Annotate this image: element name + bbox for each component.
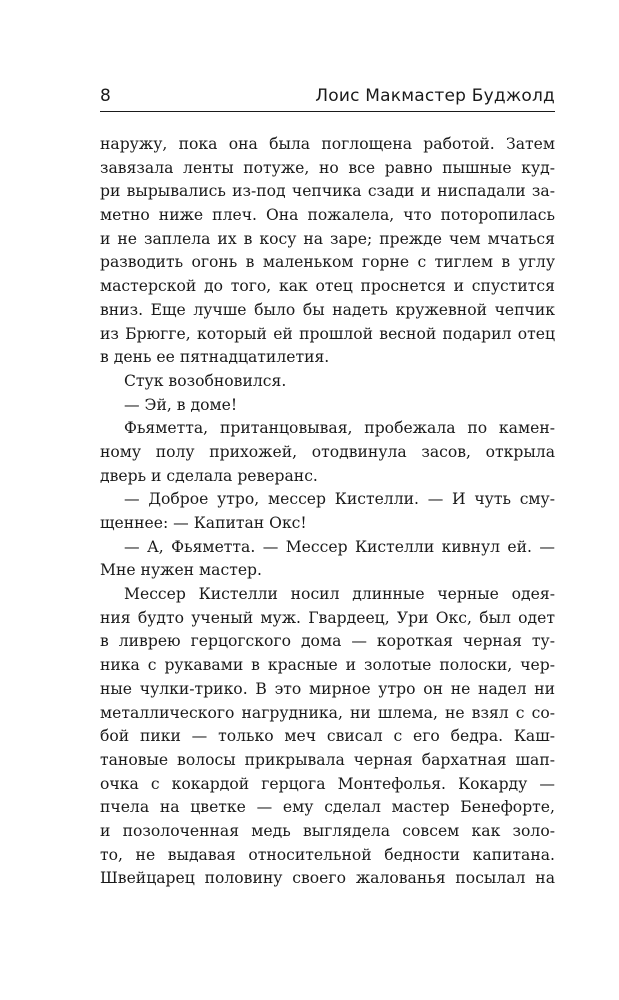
text-line: наружу, пока она была поглощена работой. Затем	[100, 135, 555, 153]
text-line: мастерской до того, как отец проснется и спустится	[100, 277, 555, 296]
text-line: разводить огонь в маленьком горне с тиглем в углу	[100, 253, 555, 272]
text-line: тановые волосы прикрывала черная бархатная шап-	[100, 750, 555, 769]
text-line: дверь и сделала реверанс.	[100, 466, 318, 485]
text-line: завязала ленты потуже, но все равно пышные куд-	[100, 158, 555, 177]
text-line: бой пики — только меч свисал с его бедра. Каш-	[100, 727, 555, 746]
text-line: — Эй, в доме!	[124, 395, 238, 414]
paragraph	[100, 583, 555, 891]
text-line: Мессер Кистелли носил длинные черные одея-	[124, 585, 555, 604]
text-line: в ливрею герцогского дома — короткая черная ту-	[100, 632, 555, 651]
text-line: Швейцарец половину своего жалованья посылал на	[100, 869, 555, 888]
body-text	[100, 133, 555, 891]
text-line: и не заплела их в косу на заре; прежде чем мчаться	[100, 229, 555, 248]
text-line: ри вырывались из-под чепчика сзади и ниспадали за-	[100, 182, 555, 201]
paragraph	[100, 370, 555, 394]
text-line: из Брюгге, который ей прошлой весной подарил отец	[100, 324, 555, 343]
text-line: — Доброе утро, мессер Кистелли. — И чуть сму-	[124, 490, 555, 509]
paragraph	[100, 417, 555, 488]
text-line: щеннее: — Капитан Окс!	[100, 514, 307, 532]
text-line: в день ее пятнадцатилетия.	[100, 348, 330, 367]
text-line: вниз. Еще лучше было бы надеть кружевной чепчик	[100, 300, 555, 319]
text-line: и позолоченная медь выглядела совсем как золо-	[100, 821, 555, 840]
text-line: Стук возобновился.	[124, 371, 287, 390]
text-line: ника с рукавами в красные и золотые полоски, чер-	[100, 656, 555, 675]
text-line: ному полу прихожей, отодвинула засов, открыла	[100, 442, 555, 461]
page-number: 8	[100, 86, 112, 106]
text-line: очка с кокардой герцога Монтефолья. Кокарду —	[100, 774, 555, 793]
text-line: — А, Фьяметта. — Мессер Кистелли кивнул ей. —	[124, 537, 555, 556]
paragraph	[100, 536, 555, 583]
text-line: Мне нужен мастер.	[100, 561, 262, 580]
text-line: Фьяметта, пританцовывая, пробежала по камен-	[124, 419, 555, 438]
text-line: металлического нагрудника, ни шлема, не взял с со-	[100, 703, 555, 722]
text-line: метно ниже плеч. Она пожалела, что поторопилась	[100, 206, 555, 225]
text-line: то, не выдавая относительной бедности капитана.	[100, 845, 555, 864]
paragraph	[100, 488, 555, 535]
text-line: ные чулки-трико. В это мирное утро он не надел ни	[100, 679, 555, 698]
running-header	[100, 80, 555, 106]
paragraph	[100, 133, 555, 370]
running-title: Лоис Макмастер Буджолд	[315, 86, 555, 106]
text-line: ния будто ученый муж. Гвардеец, Ури Окс, был одет	[100, 608, 555, 627]
paragraph	[100, 394, 555, 418]
header-rule	[100, 111, 555, 112]
text-line: пчела на цветке — ему сделал мастер Бенефорте,	[100, 798, 555, 817]
